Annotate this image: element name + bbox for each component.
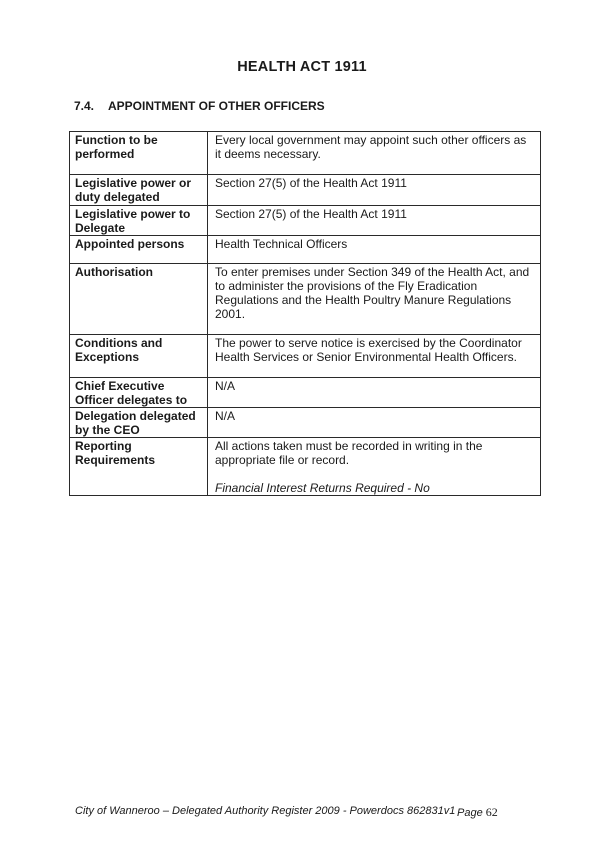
table-row <box>70 378 541 408</box>
row-label-reporting: Reporting Requirements <box>70 438 208 496</box>
table-row <box>70 132 541 175</box>
row-label-delegated-by-ceo: Delegation delegated by the CEO <box>70 408 208 438</box>
row-value-legislative-power-delegated: Section 27(5) of the Health Act 1911 <box>208 175 541 206</box>
table-row <box>70 236 541 264</box>
row-label-authorisation: Authorisation <box>70 264 208 335</box>
row-label-legislative-power-delegated: Legislative power or duty delegated <box>70 175 208 206</box>
table-row <box>70 408 541 438</box>
row-label-conditions: Conditions and Exceptions <box>70 335 208 378</box>
footer-page-number: 62 <box>485 805 498 819</box>
row-value-legislative-power-to-delegate: Section 27(5) of the Health Act 1911 <box>208 206 541 236</box>
section-title: APPOINTMENT OF OTHER OFFICERS <box>108 99 325 113</box>
table-row <box>70 175 541 206</box>
footer-doc-reference: City of Wanneroo – Delegated Authority Register 2009 - Powerdocs 862831v1 <box>75 805 456 817</box>
row-value-reporting <box>208 438 541 496</box>
table-row <box>70 335 541 378</box>
financial-interest-note: Financial Interest Returns Required - No <box>215 481 430 495</box>
row-value-ceo-delegates-to: N/A <box>208 378 541 408</box>
row-label-appointed-persons: Appointed persons <box>70 236 208 264</box>
table-row <box>70 264 541 335</box>
row-value-delegated-by-ceo: N/A <box>208 408 541 438</box>
row-label-function: Function to be performed <box>70 132 208 175</box>
section-heading <box>74 99 325 113</box>
row-value-function: Every local government may appoint such other officers as it deems necessary. <box>208 132 541 175</box>
page-footer <box>75 805 498 819</box>
row-value-authorisation: To enter premises under Section 349 of the Health Act, and to administer the provisions of the Fly Eradication Regulations and the Health Poultry Manure Regulations 2001. <box>208 264 541 335</box>
table-row <box>70 206 541 236</box>
row-value-appointed-persons: Health Technical Officers <box>208 236 541 264</box>
table-row <box>70 438 541 496</box>
delegation-table <box>69 131 541 496</box>
row-label-ceo-delegates-to: Chief Executive Officer delegates to <box>70 378 208 408</box>
row-label-legislative-power-to-delegate: Legislative power to Delegate <box>70 206 208 236</box>
row-value-conditions: The power to serve notice is exercised by the Coordinator Health Services or Senior Environmental Health Officers. <box>208 335 541 378</box>
footer-page-label: Page <box>457 807 483 819</box>
section-number: 7.4. <box>74 99 95 113</box>
footer-page <box>457 805 498 820</box>
page-title: HEALTH ACT 1911 <box>237 59 367 75</box>
reporting-text: All actions taken must be recorded in writing in the appropriate file or record. <box>215 439 483 467</box>
